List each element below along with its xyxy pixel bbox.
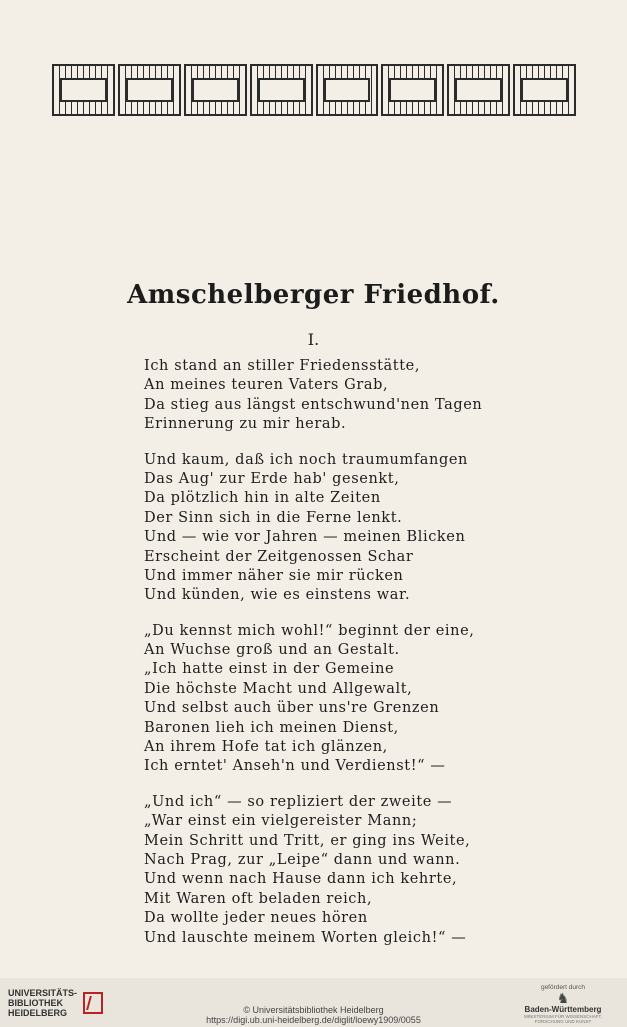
poem-line: An Wuchse groß und an Gestalt. xyxy=(144,642,400,659)
poem-line: Und lauschte meinem Worten gleich!“ — xyxy=(144,929,467,946)
stanza-1 xyxy=(144,357,494,435)
library-name-line: HEIDELBERG xyxy=(8,1008,68,1018)
poem-line: Und wenn nach Hause dann ich kehrte, xyxy=(144,871,458,888)
poem-line: „Du kennst mich wohl!“ beginnt der eine, xyxy=(144,622,475,639)
ornament-cell xyxy=(52,64,115,116)
poem-line: Da wollte jeder neues hören xyxy=(144,910,368,927)
viewer-footer xyxy=(0,978,627,1027)
funder-ministry: MINISTERIUM FÜR WISSENSCHAFT, FORSCHUNG UND KUNST xyxy=(523,1014,602,1024)
poem-line: Und selbst auch über uns're Grenzen xyxy=(144,700,440,717)
ornament-cell xyxy=(184,64,247,116)
poem-line: Und — wie vor Jahren — meinen Blicken xyxy=(144,529,466,546)
poem-line: An meines teuren Vaters Grab, xyxy=(144,377,389,394)
poem-line: Die höchste Macht und Allgewalt, xyxy=(144,680,413,697)
stanza-3 xyxy=(144,622,494,777)
funding-logo[interactable] xyxy=(519,984,607,1024)
poem-line: Der Sinn sich in die Ferne lenkt. xyxy=(144,509,403,526)
poem-line: Das Aug' zur Erde hab' gesenkt, xyxy=(144,470,400,487)
poem-line: „Und ich“ — so repliziert der zweite — xyxy=(144,793,453,810)
copyright-text: © Universitätsbibliothek Heidelberg xyxy=(243,1005,384,1015)
poem-line: Ich erntet' Anseh'n und Verdienst!“ — xyxy=(144,758,446,775)
stanza-4 xyxy=(144,793,494,948)
ornament-cell xyxy=(118,64,181,116)
poem-line: Da stieg aus längst entschwund'nen Tagen xyxy=(144,396,483,413)
permalink[interactable]: https://digi.ub.uni-heidelberg.de/diglit/loewy1909/0055 xyxy=(206,1015,421,1025)
poem-line: Nach Prag, zur „Leipe“ dann und wann. xyxy=(144,851,461,868)
ornament-cell xyxy=(447,64,510,116)
poem-line: Und immer näher sie mir rücken xyxy=(144,567,404,584)
section-number: I. xyxy=(307,330,320,349)
library-name-line: BIBLIOTHEK xyxy=(8,998,63,1008)
ornament-cell xyxy=(381,64,444,116)
funded-by-label: gefördert durch xyxy=(540,984,586,991)
poem-line: Mit Waren oft beladen reich, xyxy=(144,890,373,907)
poem-line: Baronen lieh ich meinen Dienst, xyxy=(144,719,399,736)
decorative-border xyxy=(52,64,576,116)
poem-line: Mein Schritt und Tritt, er ging ins Weite, xyxy=(144,832,471,849)
stanza-2 xyxy=(144,451,494,606)
poem-line: Erscheint der Zeitgenossen Schar xyxy=(144,548,414,565)
poem-body xyxy=(144,357,494,964)
funder-name: Baden-Württemberg xyxy=(524,1005,602,1014)
library-name-line: UNIVERSITÄTS- xyxy=(8,988,78,998)
ornament-cell xyxy=(316,64,379,116)
poem-line: An ihrem Hofe tat ich glänzen, xyxy=(144,739,388,756)
ornament-cell xyxy=(513,64,576,116)
poem-line: Ich stand an stiller Friedensstätte, xyxy=(144,358,421,374)
poem-line: „Ich hatte einst in der Gemeine xyxy=(144,661,395,678)
poem-line: „War einst ein vielgereister Mann; xyxy=(144,813,418,830)
poem-title: Amschelberger Friedhof. xyxy=(127,280,500,310)
poem-line: Und kaum, daß ich noch traumumfangen xyxy=(144,451,468,468)
poem-line: Da plötzlich hin in alte Zeiten xyxy=(144,490,381,507)
poem-line: Erinnerung zu mir herab. xyxy=(144,416,347,433)
ornament-cell xyxy=(250,64,313,116)
state-crest-icon: ♞ xyxy=(556,990,570,1006)
poem-line: Und künden, wie es einstens war. xyxy=(144,587,411,604)
